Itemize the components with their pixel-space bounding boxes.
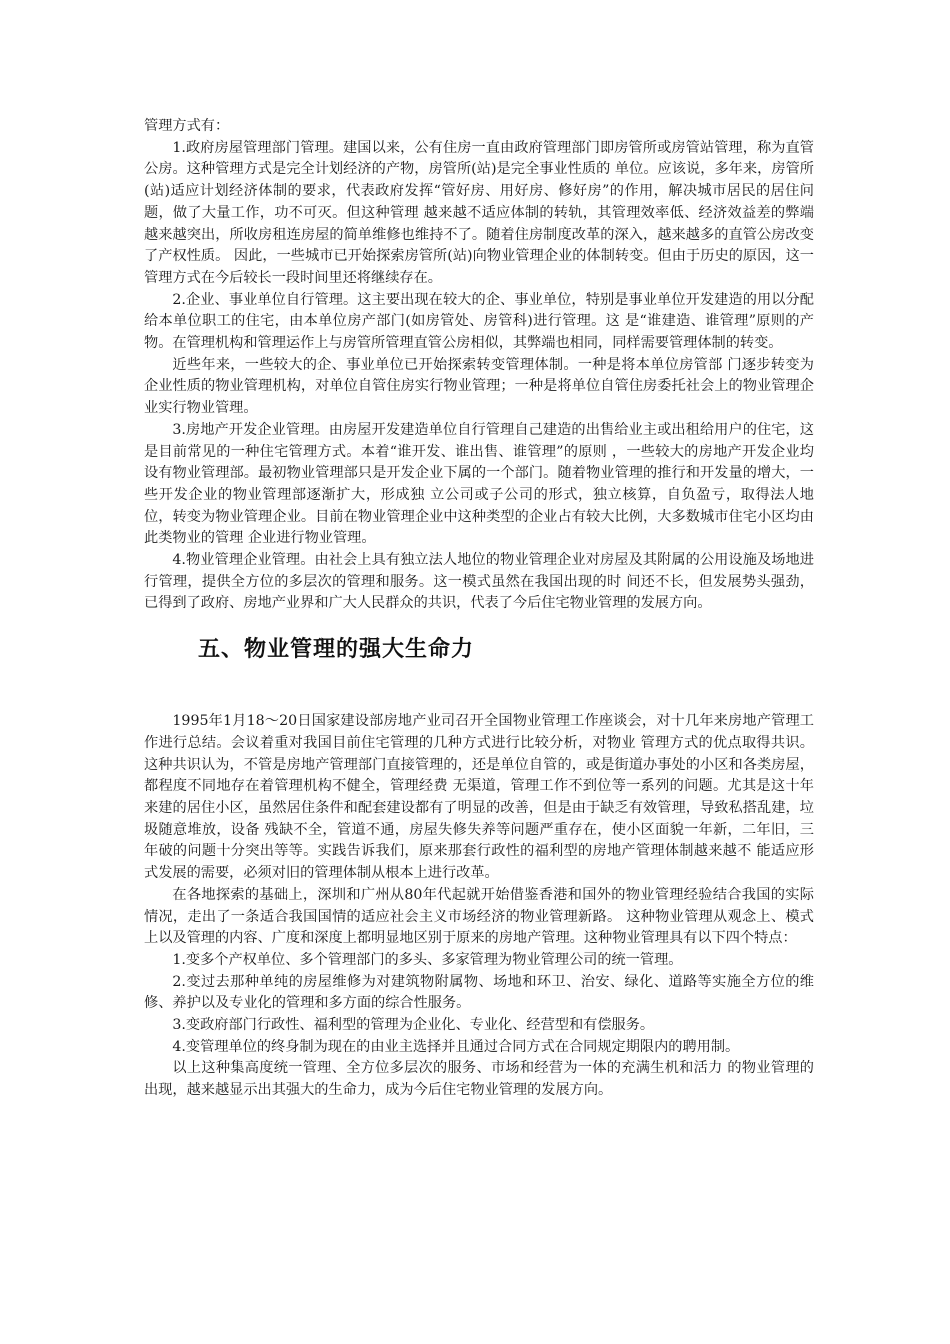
section4-paragraph-4: 3.房地产开发企业管理。由房屋开发建造单位自行管理自己建造的出售给业主或出租给用户的住宅，这是目前常见的一种住宅管理方式。本着“谁开发、谁出售、谁管理”的原则 ，一些较大的房地产开发企业均设有物业管理部。最初物业管理部只是开发企业下属的一个部门。随着物业管理的推行和开发量的增大，一些开发企业的物业管理部逐渐扩大，形成独 立公司或子公司的形式，独立核算，自负盈亏，取得法人地位，转变为物业管理企业。目前在物业管理企业中这种类型的企业占有较大比例，大多数城市住宅小区均由此类物业的管理 企业进行物业管理。 bbox=[144, 421, 814, 547]
section5-paragraph-2: 在各地探索的基础上，深圳和广州从80年代起就开始借鉴香港和国外的物业管理经验结合我国的实际情况，走出了一条适合我国国情的适应社会主义市场经济的物业管理新路。 这种物业管理从观念上、模式上以及管理的内容、广度和深度上都明显地区别于原来的房地产管理。这种物业管理具有以下四个特点： bbox=[144, 886, 814, 947]
document-page bbox=[144, 116, 814, 1102]
section4-paragraph-3: 近些年来，一些较大的企、事业单位已开始探索转变管理体制。一种是将本单位房管部 门逐步转变为企业性质的物业管理机构，对单位自管住房实行物业管理；一种是将单位自管住房委托社会上的物业管理企业实行物业管理。 bbox=[144, 356, 814, 417]
section5-body bbox=[144, 711, 814, 1102]
section4-paragraph-1: 1.政府房屋管理部门管理。建国以来，公有住房一直由政府管理部门即房管所或房管站管理，称为直管公房。这种管理方式是完全计划经济的产物，房管所(站)是完全事业性质的 单位。应该说，多年来，房管所(站)适应计划经济体制的要求，代表政府发挥“管好房、用好房、修好房”的作用，解决城市居民的居住问题，做了大量工作，功不可灭。但这种管理 越来越不适应体制的转轨，其管理效率低、经济效益差的弊端越来越突出，所收房租连房屋的简单维修也维持不了。随着住房制度改革的深入，越来越多的直管公房改变了产权性质。 因此，一些城市已开始探索房管所(站)向物业管理企业的体制转变。但由于历史的原因，这一管理方式在今后较长一段时间里还将继续存在。 bbox=[144, 139, 814, 286]
section5-paragraph-7: 以上这种集高度统一管理、全方位多层次的服务、市场和经营为一体的充满生机和活力 的物业管理的出现，越来越显示出其强大的生命力，成为今后住宅物业管理的发展方向。 bbox=[144, 1060, 814, 1099]
section4-paragraph-2: 2.企业、事业单位自行管理。这主要出现在较大的企、事业单位，特别是事业单位开发建造的用以分配给本单位职工的住宅，由本单位房产部门(如房管处、房管科)进行管理。这 是“谁建造、谁管理”原则的产物。在管理机构和管理运作上与房管所管理直管公房相似，其弊端也相同，同样需要管理体制的转变。 bbox=[144, 291, 814, 352]
section5-paragraph-6: 4.变管理单位的终身制为现在的由业主选择并且通过合同方式在合同规定期限内的聘用制。 bbox=[172, 1038, 740, 1055]
section4-intro: 管理方式有： bbox=[144, 118, 230, 134]
section5-paragraph-5: 3.变政府部门行政性、福利型的管理为企业化、专业化、经营型和有偿服务。 bbox=[172, 1017, 655, 1034]
section4-paragraph-5: 4.物业管理企业管理。由社会上具有独立法人地位的物业管理企业对房屋及其附属的公用设施及场地进行管理，提供全方位的多层次的管理和服务。这一模式虽然在我国出现的时 间还不长，但发展势头强劲，已得到了政府、房地产业界和广大人民群众的共识，代表了今后住宅物业管理的发展方向。 bbox=[144, 552, 814, 612]
section5-paragraph-3: 1.变多个产权单位、多个管理部门的多头、多家管理为物业管理公司的统一管理。 bbox=[172, 951, 683, 968]
section5-paragraph-1: 1995年1月18～20日国家建设部房地产业司召开全国物业管理工作座谈会，对十几年来房地产管理工作进行总结。会议着重对我国目前住宅管理的几种方式进行比较分析，对物业 管理方式的优点取得共识。这种共识认为，不管是房地产管理部门直接管理的，还是单位自管的，或是街道办事处的小区和各类房屋，都程度不同地存在着管理机构不健全，管理经费 无渠道，管理工作不到位等一系列的问题。尤其是这十年来建的居住小区，虽然居住条件和配套建设都有了明显的改善，但是由于缺乏有效管理，导致私搭乱建，垃圾随意堆放，设备 残缺不全，管道不通，房屋失修失养等问题严重存在，使小区面貌一年新，二年旧，三年破的问题十分突出等等。实践告诉我们，原来那套行政性的福利型的房地产管理体制越来越不 能适应形式发展的需要，必须对旧的管理体制从根本上进行改革。 bbox=[144, 713, 814, 882]
section5-paragraph-4: 2.变过去那种单纯的房屋维修为对建筑物附属物、场地和环卫、治安、绿化、道路等实施全方位的维修、养护以及专业化的管理和多方面的综合性服务。 bbox=[144, 973, 814, 1012]
section5-heading: 五、物业管理的强大生命力 bbox=[198, 637, 475, 663]
